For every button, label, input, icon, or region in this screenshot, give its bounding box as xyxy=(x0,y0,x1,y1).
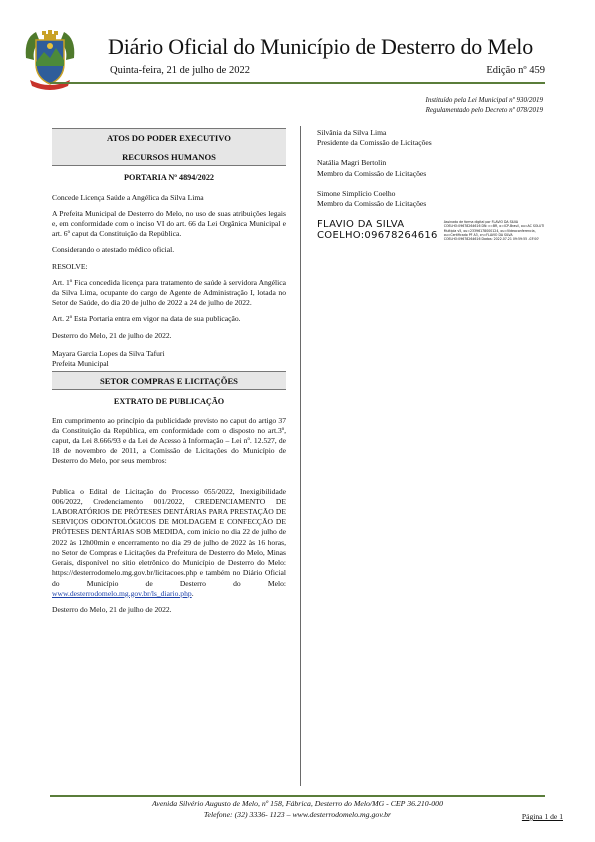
section-heading-purchases: SETOR COMPRAS E LICITAÇÕES xyxy=(52,372,286,389)
portaria-art1: Art. 1º Fica concedida licença para tratamento de saúde à servidora Angélica da Silva Lima, ocupante do cargo de Agente de Administração I, lotada no Setor de Saúde, do dia 20 de julho de 2022 a 24 de julho de 2022. xyxy=(52,277,286,308)
footer-address: Avenida Silvério Augusto de Melo, nº 158, Fábrica, Desterro do Melo/MG - CEP 36.210-000 xyxy=(152,799,443,808)
instituted-by: Instituído pela Lei Municipal nº 930/2019 xyxy=(425,96,543,104)
digital-signature-stamp xyxy=(317,219,545,241)
extrato-intro: Em cumprimento ao princípio da publicidade previsto no caput do artigo 37 da Constituição da República, em conformidade com o disposto no art.3º, caput, da Lei 8.666/93 e da Lei de Acesso à Informação – Lei nº. 12.527, de 18 de novembro de 2011, a Comissão de Licitações do Município de Desterro do Melo, por seus membros: xyxy=(52,415,286,466)
extrato-title: EXTRATO DE PUBLICAÇÃO xyxy=(113,397,225,407)
extrato-body xyxy=(52,487,286,599)
gazette-title: Diário Oficial do Município de Desterro do Melo xyxy=(108,34,533,59)
extrato-body-end: . xyxy=(191,588,194,598)
footer-contact: Telefone: (32) 3336- 1123 – www.desterrodomelo.mg.gov.br xyxy=(203,810,392,819)
member1-name: Silvânia da Silva Lima xyxy=(317,128,387,137)
stamp-details: Assinado de forma digital por FLAVIO DA SILVA COELHO:09678264616 DN: c=BR, o=ICP-Brasil, ou=AC SOLUTI Multipla v5, ou=23396178000124, ou=Videoconferencia, ou=Certificado PF A3, cn=FLAVIO DA SILVA COELHO:09678264616 Dados: 2022.07.21 09:59:55 -03'00' xyxy=(443,220,545,242)
section-bottom-rule xyxy=(52,165,286,166)
diario-link[interactable]: www.desterrodomelo.mg.gov.br/ls_diario.php xyxy=(52,588,192,598)
portaria-considering: Considerando o atestado médico oficial. xyxy=(52,245,175,255)
portaria-resolve: RESOLVE: xyxy=(52,261,88,271)
signatory-name: Mayara Garcia Lopes da Silva Tafuri xyxy=(52,348,165,358)
portaria-title: PORTARIA Nº 4894/2022 xyxy=(123,173,215,183)
member2-name: Natália Magri Bertolin xyxy=(317,158,387,168)
portaria-ementa: Concede Licença Saúde a Angélica da Silva Lima xyxy=(52,192,204,202)
issue-date: Quinta-feira, 21 de julho de 2022 xyxy=(110,65,250,76)
footer-divider xyxy=(50,795,545,797)
header-divider xyxy=(50,82,545,84)
portaria-preamble: A Prefeita Municipal de Desterro do Melo, no uso de suas atribuições legais e, em conformidade com o inciso VI do art. 66 da Lei Orgânica Municipal e art. 6º caput da Constituição da República. xyxy=(52,208,286,239)
member2-role: Membro da Comissão de Licitações xyxy=(317,168,427,178)
portaria-art2: Art. 2º Esta Portaria entra em vigor na data de sua publicação. xyxy=(52,314,241,324)
portaria-date: Desterro do Melo, 21 de julho de 2022. xyxy=(52,330,172,340)
section-bottom-rule xyxy=(52,389,286,390)
column-divider xyxy=(300,126,301,786)
member3-name: Simone Simplício Coelho xyxy=(317,188,396,198)
edition-number: Edição nº 459 xyxy=(486,65,545,76)
stamp-name-line1: FLAVIO DA SILVA xyxy=(317,219,405,231)
extrato-date: Desterro do Melo, 21 de julho de 2022. xyxy=(52,604,172,614)
page-number: Página 1 de 1 xyxy=(521,812,563,821)
right-column xyxy=(317,128,545,241)
stamp-name-line2: COELHO:09678264616 xyxy=(317,230,438,242)
regulated-by: Regulamentado pelo Decreto nº 078/2019 xyxy=(425,106,543,114)
section-subheading-hr: RECURSOS HUMANOS xyxy=(52,146,286,165)
signatory-role: Prefeita Municipal xyxy=(52,359,109,369)
extrato-body-text: Publica o Edital de Licitação do Processo 055/2022, Inexigibilidade 006/2022, Credenciamento 001/2022, CREDENCIAMENTO DE LABORATÓRIOS DE PRÓTESES DENTÁRIAS PARA PRESTAÇÃO DE SERVIÇOS ODONTOLÓGICOS DE MOLDAGEM E CONFECÇÃO DE PRÓTESES DENTÁRIAS SOB MEDIDA, com início no dia 22 de julho de 2022 às 12h00min e encerramento no dia 29 de julho de 2022 às 16 horas, no Setor de Compras e Licitações da Prefeitura de Desterro do Melo, Minas Gerais, disponível no sítio eletrônico do Município de Desterro do Melo: https://desterrodomelo.mg.gov.br/licitacoes.php e também no Diário Oficial do Município de Desterro do Melo: xyxy=(52,486,286,588)
left-column xyxy=(52,128,286,615)
section-heading-executive: ATOS DO PODER EXECUTIVO xyxy=(52,129,286,146)
member3-role: Membro da Comissão de Licitações xyxy=(317,199,427,209)
digital-signature-name xyxy=(317,219,438,241)
member1-role: Presidente da Comissão de Licitações xyxy=(317,138,432,148)
